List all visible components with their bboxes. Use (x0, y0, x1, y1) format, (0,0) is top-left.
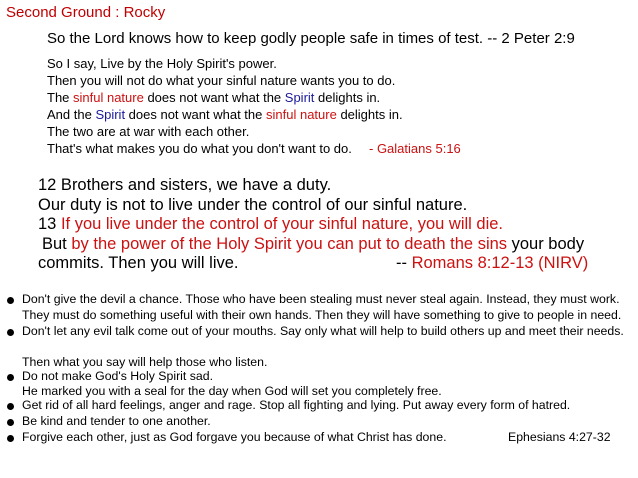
ephesians-bullet: Do not make God's Holy Spirit sad. (22, 369, 213, 383)
romans-line: Our duty is not to live under the control of our sinful nature. (38, 196, 468, 214)
ephesians-bullet: Get rid of all hard feelings, anger and rage. Stop all fighting and lying. Put away every form of hatred. (22, 398, 571, 412)
romans-line: But by the power of the Holy Spirit you can put to death the sins your body (42, 235, 585, 253)
ephesians-line: Then what you say will help those who listen. (22, 355, 268, 369)
bullet-icon (7, 419, 14, 426)
bullet-icon (7, 297, 14, 304)
romans-line: 13 If you live under the control of your sinful nature, you will die. (38, 215, 504, 233)
galatians-line: Then you will not do what your sinful nature wants you to do. (47, 73, 396, 88)
galatians-line: The two are at war with each other. (47, 124, 250, 139)
bullet-icon (7, 329, 14, 336)
galatians-reference: - Galatians 5:16 (369, 141, 461, 156)
ephesians-line: He marked you with a seal for the day when God will set you completely free. (22, 384, 442, 398)
romans-line: 12 Brothers and sisters, we have a duty. (38, 176, 332, 194)
ephesians-line: They must do something useful with their own hands. Then they will have something to give to people in need. (22, 308, 622, 322)
romans-reference: -- Romans 8:12-13 (NIRV) (396, 254, 589, 272)
verse-2-peter: So the Lord knows how to keep godly people safe in times of test. -- 2 Peter 2:9 (47, 30, 575, 47)
galatians-line: And the Spirit does not want what the sinful nature delights in. (47, 107, 403, 122)
romans-line: commits. Then you will live. (38, 254, 239, 272)
ephesians-bullet: Forgive each other, just as God forgave you because of what Christ has done. (22, 430, 447, 444)
galatians-line: So I say, Live by the Holy Spirit's power. (47, 56, 277, 71)
ephesians-bullet: Be kind and tender to one another. (22, 414, 211, 428)
galatians-line: The sinful nature does not want what the Spirit delights in. (47, 90, 381, 105)
ephesians-bullet: Don't let any evil talk come out of your mouths. Say only what will help to build others up and meet their needs. (22, 324, 624, 338)
galatians-line: That's what makes you do what you don't want to do. (47, 141, 352, 156)
slide-title: Second Ground : Rocky (6, 4, 166, 21)
bullet-icon (7, 403, 14, 410)
bullet-icon (7, 374, 14, 381)
ephesians-reference: Ephesians 4:27-32 (508, 430, 611, 444)
ephesians-bullet: Don't give the devil a chance. Those who have been stealing must never steal again. Instead, they must work. (22, 292, 620, 306)
bullet-icon (7, 435, 14, 442)
